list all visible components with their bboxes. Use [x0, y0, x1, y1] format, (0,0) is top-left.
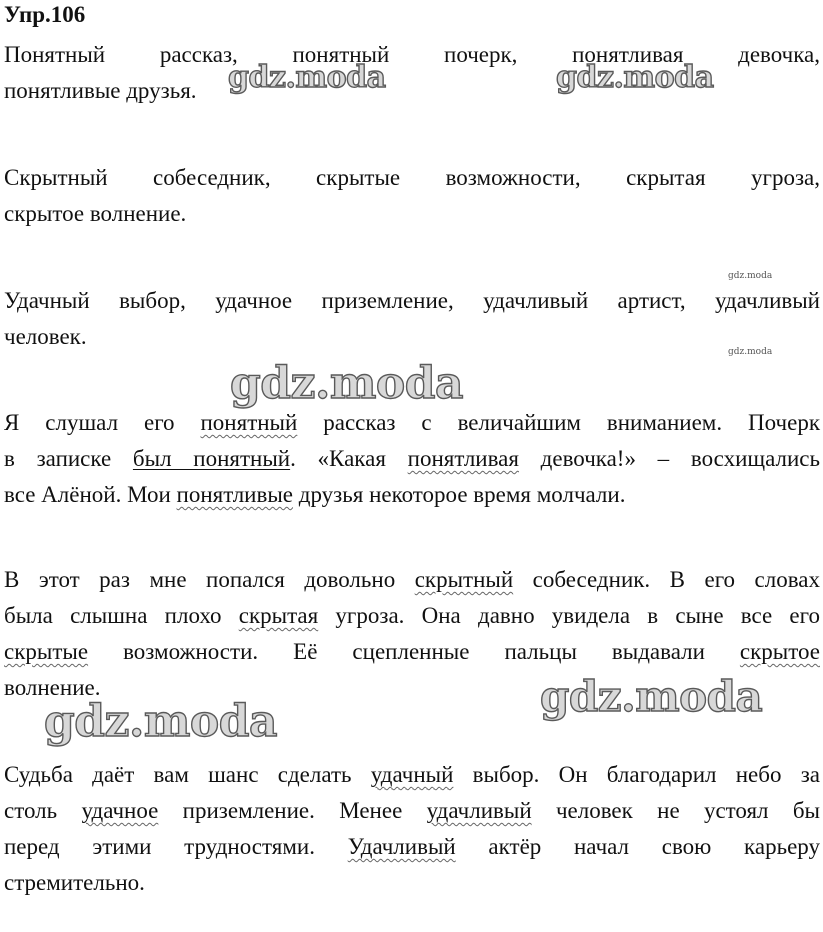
underlined-word: скрытая	[238, 603, 319, 628]
text-line: в записке был понятный. «Какая понятливая девочка!» – восхищались	[4, 446, 820, 471]
text-line: Судьба даёт вам шанс сделать удачный выбор. Он благодарил небо за	[4, 762, 820, 787]
watermark-logo: gdz.moda	[44, 696, 278, 747]
underlined-word: удачное	[81, 798, 159, 823]
paragraph-4	[4, 405, 820, 513]
watermark-logo: gdz.moda	[228, 60, 386, 95]
text-line: В этот раз мне попался довольно скрытный собеседник. В его словах	[4, 567, 821, 592]
underlined-word: понятливые	[176, 482, 294, 507]
text-line: Понятный рассказ, понятный почерк, понятливая девочка,	[4, 42, 820, 67]
underlined-word: понятливая	[407, 446, 519, 471]
underlined-word: удачливый	[426, 798, 532, 823]
underlined-word: удачный	[370, 762, 454, 787]
underlined-word: скрытые	[4, 639, 89, 664]
text-line: столь удачное приземление. Менее удачливый человек не устоял бы	[4, 798, 821, 823]
text-line: Скрытный собеседник, скрытые возможности, скрытая угроза,	[4, 165, 820, 190]
underlined-word: скрытое	[739, 639, 820, 664]
text-line: понятливые друзья.	[4, 78, 197, 103]
watermark-small: gdz.moda	[728, 271, 773, 281]
underlined-word: понятный	[200, 410, 298, 435]
text-line: человек.	[4, 324, 87, 349]
text-line: была слышна плохо скрытая угроза. Она давно увидела в сыне все его	[4, 603, 821, 628]
watermark-logo: gdz.moda	[230, 358, 464, 409]
underlined-word: Удачливый	[347, 834, 456, 859]
exercise-title: Упр.106	[4, 2, 86, 27]
text-line: все Алёной. Мои понятливые друзья некоторое время молчали.	[4, 482, 626, 507]
text-line: скрытые возможности. Её сцепленные пальцы выдавали скрытое	[4, 639, 820, 664]
watermark-small: gdz.moda	[728, 347, 773, 357]
text-line: скрытое волнение.	[4, 201, 187, 226]
text-line: волнение.	[4, 675, 101, 700]
underlined-word: был понятный	[132, 446, 291, 471]
underlined-word: скрытный	[414, 567, 514, 592]
text-line: перед этими трудностями. Удачливый актёр начал свою карьеру	[4, 834, 820, 859]
watermark-logo: gdz.moda	[556, 60, 714, 95]
paragraph-3	[4, 283, 820, 355]
text-line: Я слушал его понятный рассказ с величайшим вниманием. Почерк	[4, 410, 820, 435]
watermark-logo: gdz.moda	[540, 672, 763, 721]
paragraph-6	[4, 757, 820, 901]
paragraph-2	[4, 160, 820, 232]
text-line: стремительно.	[4, 870, 145, 895]
text-line: Удачный выбор, удачное приземление, удачливый артист, удачливый	[4, 288, 820, 313]
